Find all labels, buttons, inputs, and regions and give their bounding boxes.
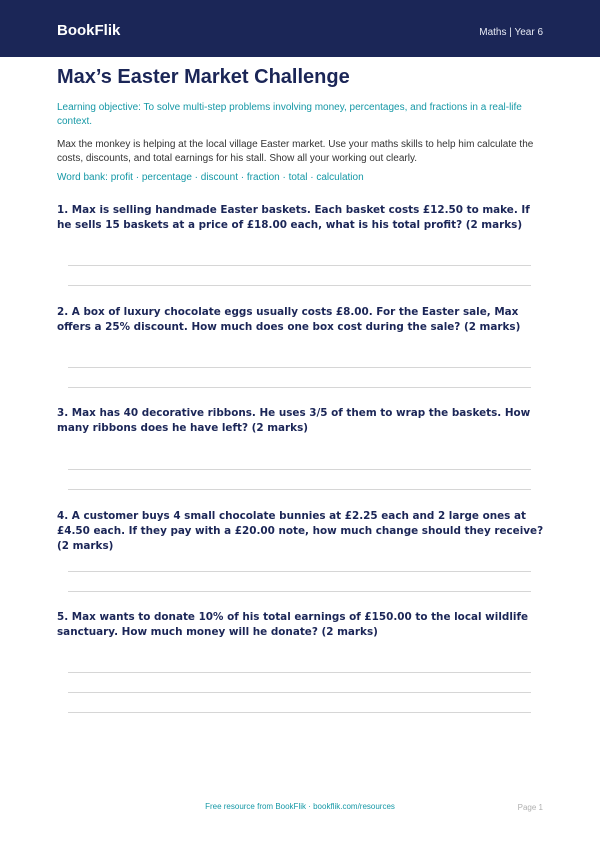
answer-line[interactable] xyxy=(68,571,531,572)
question-2: 2. A box of luxury chocolate eggs usually costs £8.00. For the Easter sale, Max offers a 25% discount. How much does one box cost during the sale? (2 marks) xyxy=(57,306,521,333)
question-5: 5. Max wants to donate 10% of his total earnings of £150.00 to the local wildlife sanctuary. How much money will he donate? (2 marks) xyxy=(57,611,529,638)
answer-line[interactable] xyxy=(68,387,531,388)
word-bank: Word bank: profit · percentage · discount · fraction · total · calculation xyxy=(57,172,364,183)
answer-line[interactable] xyxy=(68,265,531,266)
learning-objective: Learning objective: To solve multi-step problems involving money, percentages, and fractions in a real-life context. xyxy=(57,102,522,127)
answer-line[interactable] xyxy=(68,367,531,368)
question-3: 3. Max has 40 decorative ribbons. He uses 3/5 of them to wrap the baskets. How many ribbons does he have left? (2 marks) xyxy=(57,407,531,434)
answer-line[interactable] xyxy=(68,489,531,490)
answer-line[interactable] xyxy=(68,672,531,673)
answer-line[interactable] xyxy=(68,285,531,286)
intro-text: Max the monkey is helping at the local village Easter market. Use your maths skills to help him calculate the costs, discounts, and total earnings for his stall. Show all your working out clearly. xyxy=(57,139,534,164)
page-header xyxy=(0,0,600,57)
page-number: Page 1 xyxy=(517,803,543,812)
question-4: 4. A customer buys 4 small chocolate bunnies at £2.25 each and 2 large ones at £4.50 each. If they pay with a £20.00 note, how much change should they receive? (2 marks) xyxy=(57,510,544,552)
answer-line[interactable] xyxy=(68,469,531,470)
answer-line[interactable] xyxy=(68,591,531,592)
footer-credit: Free resource from BookFlik · bookflik.com/resources xyxy=(205,802,395,811)
subject-year-label: Maths | Year 6 xyxy=(479,27,543,38)
brand-logo: BookFlik xyxy=(57,22,121,39)
answer-line[interactable] xyxy=(68,692,531,693)
answer-line[interactable] xyxy=(68,712,531,713)
question-1: 1. Max is selling handmade Easter baskets. Each basket costs £12.50 to make. If he sells 15 baskets at a price of £18.00 each, what is his total profit? (2 marks) xyxy=(57,204,530,231)
page-title: Max’s Easter Market Challenge xyxy=(57,66,350,88)
